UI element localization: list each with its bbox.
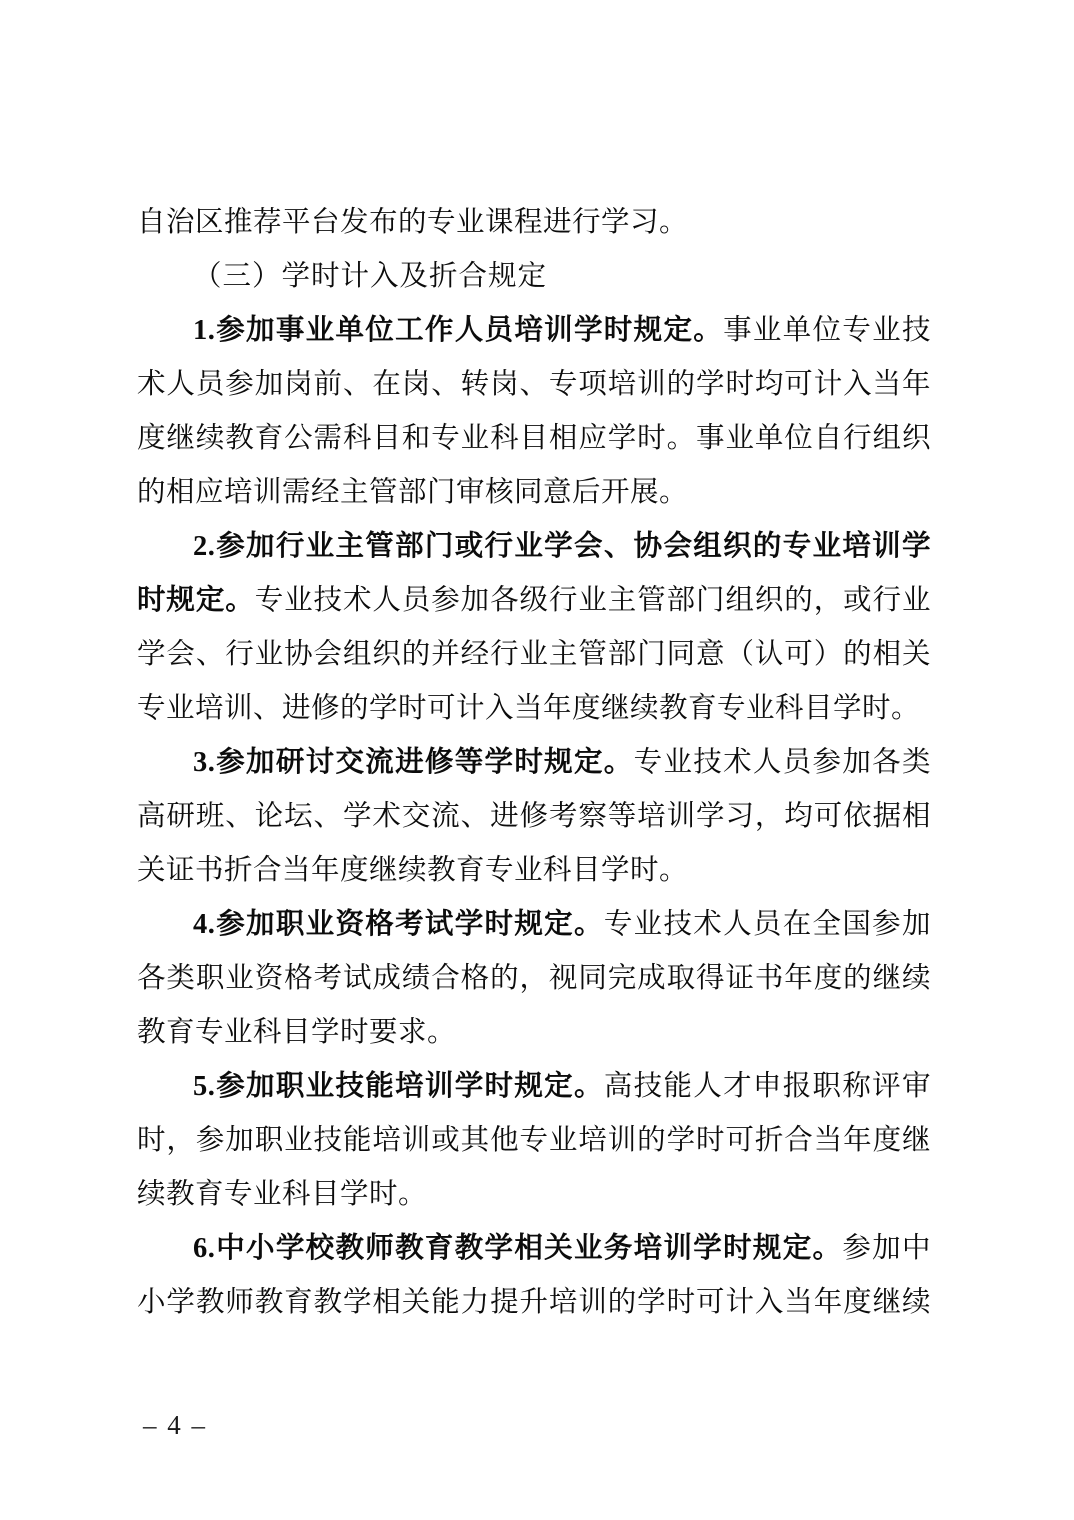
section-subheading-line [137,250,931,304]
text-line [137,898,931,952]
text-segment: 参加中 [842,1233,931,1264]
text-line [137,304,931,358]
text-line [137,1276,931,1330]
bold-heading-segment: 6.中小学校教师教育教学相关业务培训学时规定。 [193,1233,843,1264]
text-line [137,574,931,628]
text-segment: 事业单位专业技 [723,315,931,346]
text-line [137,412,931,466]
text-line [137,844,931,898]
text-segment: 专业技术人员在全国参加 [603,909,931,940]
bold-heading-segment: 时规定。 [137,585,255,616]
text-segment: 度继续教育公需科目和专业科目相应学时。事业单位自行组织 [137,423,931,454]
text-segment: 关证书折合当年度继续教育专业科目学时。 [137,855,689,886]
text-line [137,1006,931,1060]
text-segment: 高技能人才申报职称评审 [603,1071,931,1102]
document-body [137,196,931,1330]
text-segment: 小学教师教育教学相关能力提升培训的学时可计入当年度继续 [137,1287,931,1318]
text-line [137,466,931,520]
text-line [137,628,931,682]
text-segment: 高研班、论坛、学术交流、进修考察等培训学习，均可依据相 [137,801,931,832]
text-line [137,1114,931,1168]
text-segment: 术人员参加岗前、在岗、转岗、专项培训的学时均可计入当年 [137,369,931,400]
text-segment: 专业技术人员参加各类 [633,747,931,778]
text-line [137,1222,931,1276]
text-line [137,520,931,574]
bold-heading-segment: 1.参加事业单位工作人员培训学时规定。 [193,315,724,346]
text-segment: 自治区推荐平台发布的专业课程进行学习。 [137,207,689,238]
text-segment: 专业技术人员参加各级行业主管部门组织的，或行业 [254,585,931,616]
text-line [137,790,931,844]
text-segment: 的相应培训需经主管部门审核同意后开展。 [137,477,689,508]
text-segment: 各类职业资格考试成绩合格的，视同完成取得证书年度的继续 [137,963,931,994]
text-line [137,1060,931,1114]
text-line [137,358,931,412]
text-segment: 专业培训、进修的学时可计入当年度继续教育专业科目学时。 [137,693,921,724]
bold-heading-segment: 3.参加研讨交流进修等学时规定。 [193,747,634,778]
text-line [137,952,931,1006]
bold-heading-segment: 4.参加职业资格考试学时规定。 [193,909,604,940]
text-line [137,736,931,790]
text-line [137,1168,931,1222]
text-segment: （三）学时计入及折合规定 [193,261,548,292]
text-segment: 续教育专业科目学时。 [137,1179,428,1210]
text-segment: 学会、行业协会组织的并经行业主管部门同意（认可）的相关 [137,639,931,670]
text-segment: 教育专业科目学时要求。 [137,1017,457,1048]
text-line [137,196,931,250]
text-segment: 时，参加职业技能培训或其他专业培训的学时可折合当年度继 [137,1125,931,1156]
text-line [137,682,931,736]
bold-heading-segment: 5.参加职业技能培训学时规定。 [193,1071,604,1102]
bold-heading-segment: 2.参加行业主管部门或行业学会、协会组织的专业培训学 [193,531,931,562]
page-number: – 4 – [143,1410,207,1440]
